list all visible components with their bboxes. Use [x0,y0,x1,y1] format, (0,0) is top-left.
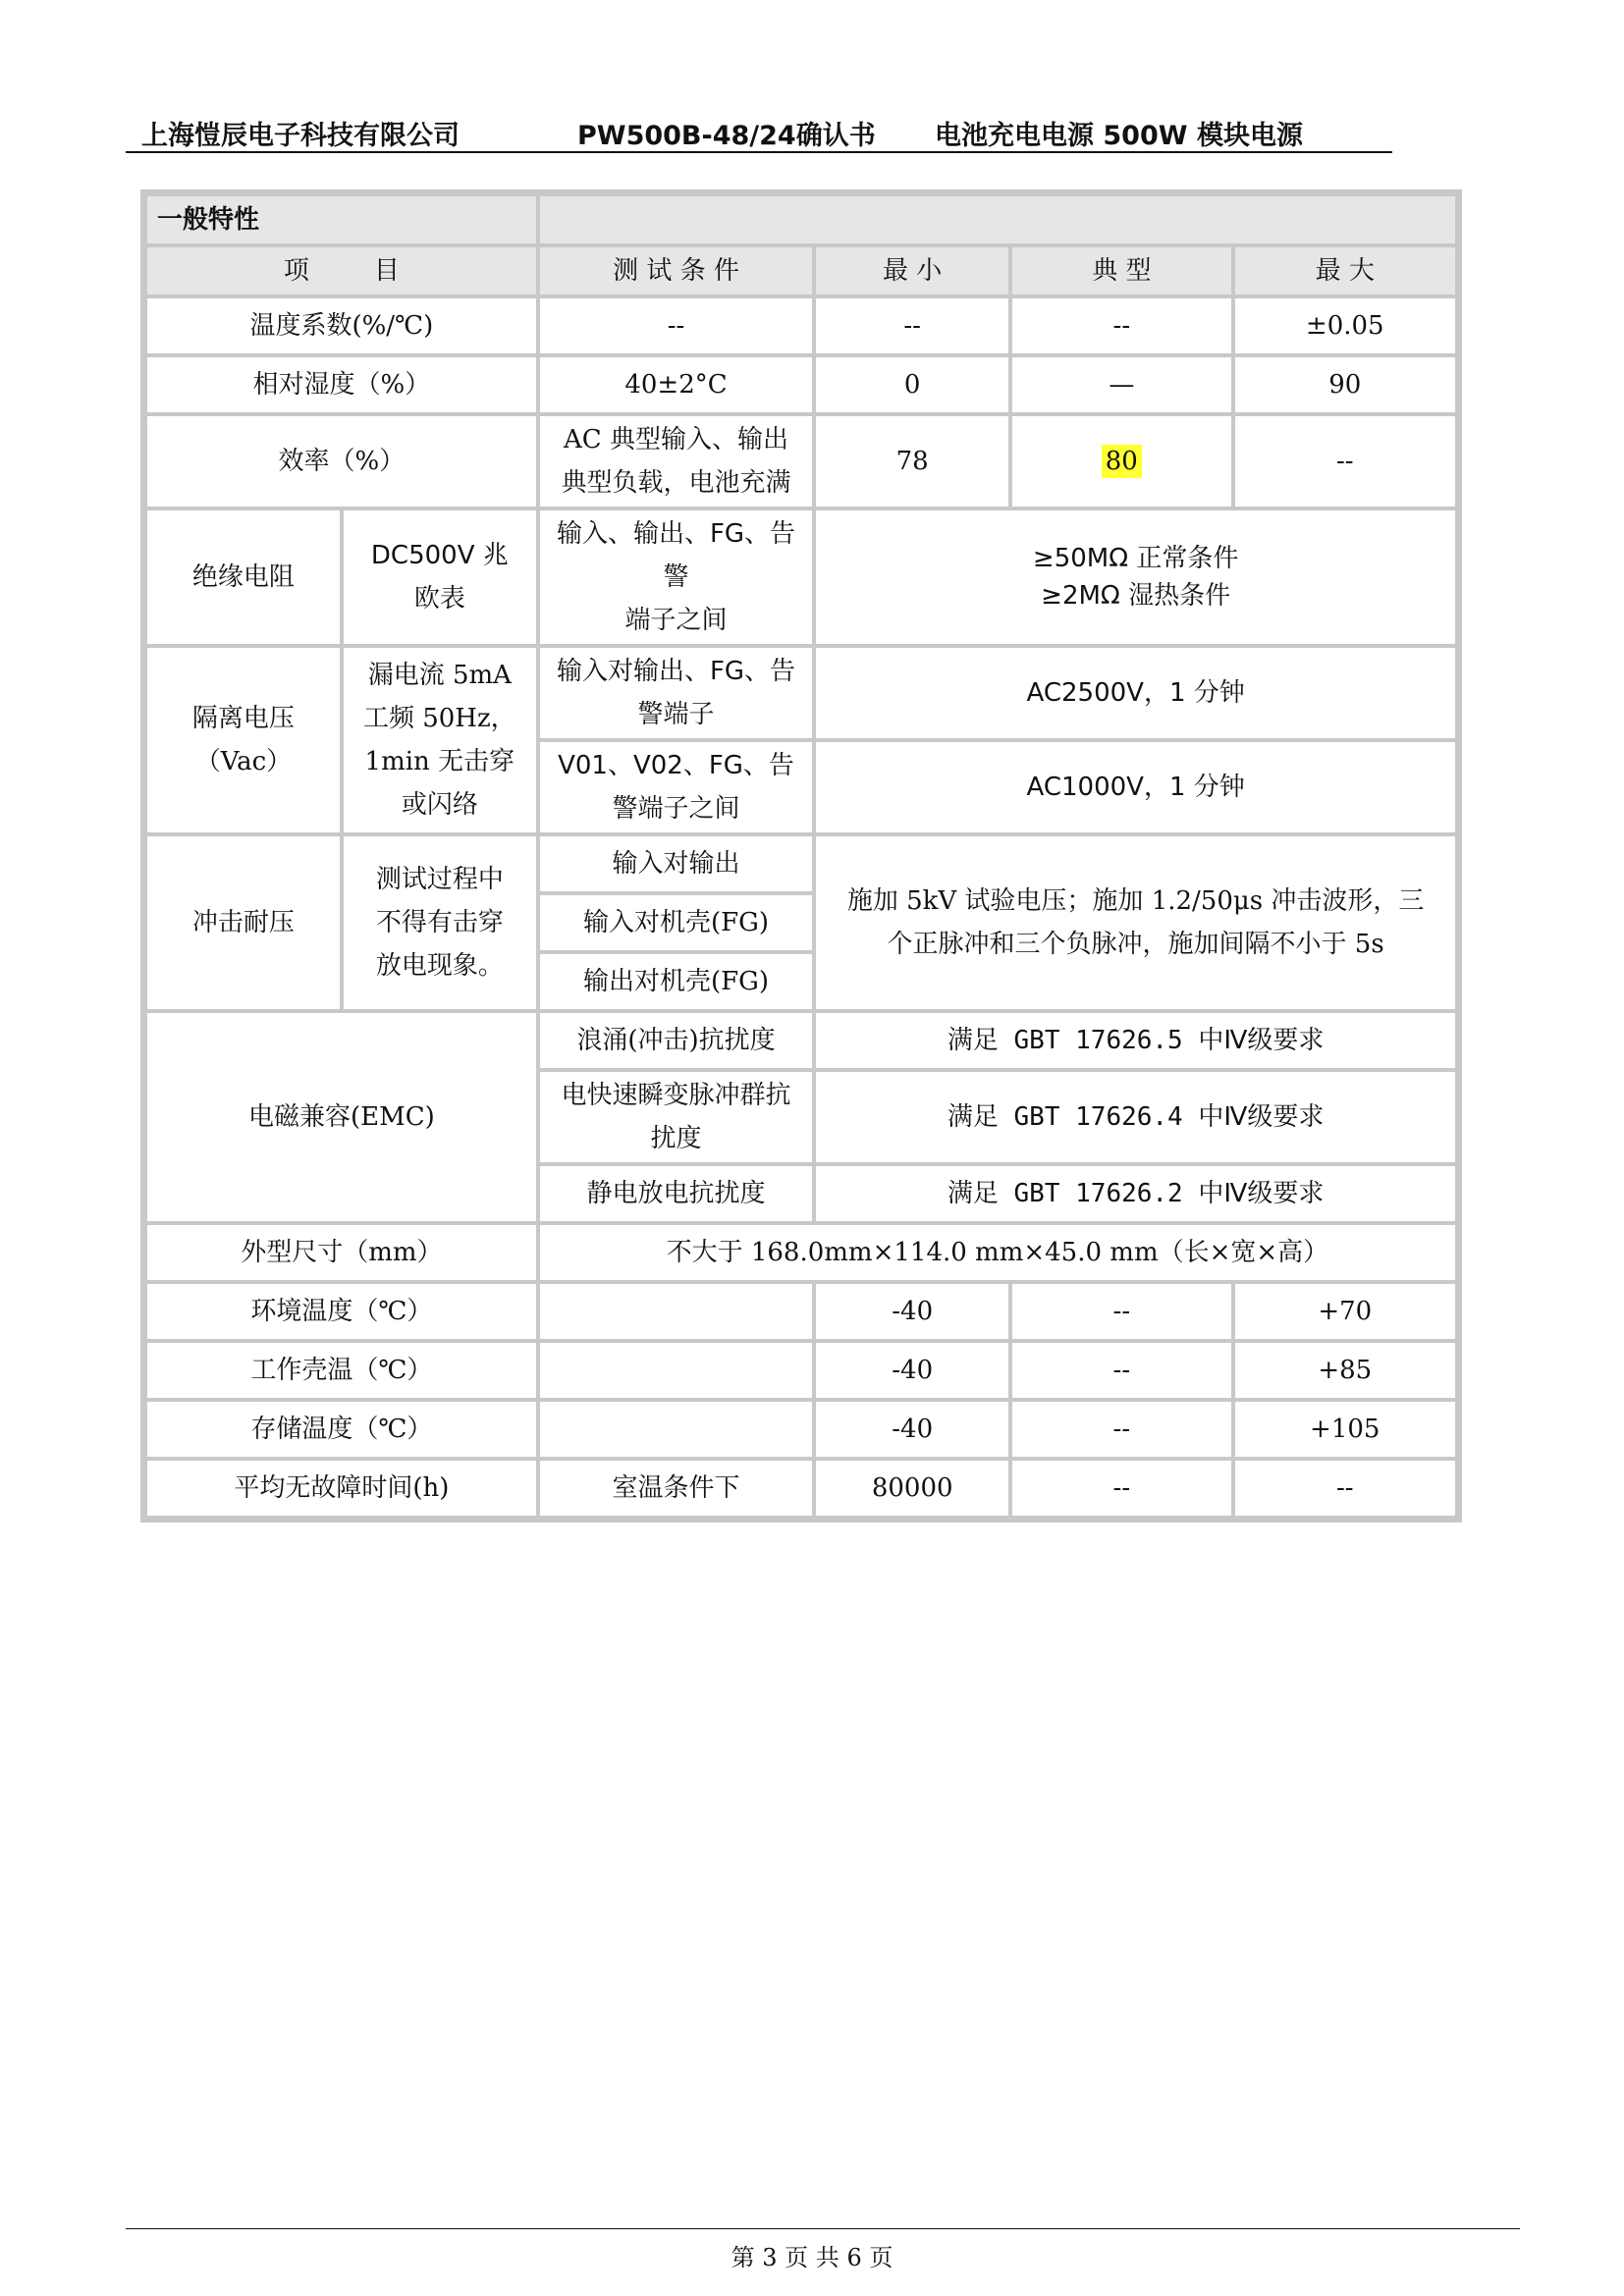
ambient-temp-min: -40 [816,1284,1008,1339]
insulation-method-line2: 欧表 [413,584,465,614]
surge-condition-3: 输出对机壳(FG) [540,954,812,1009]
surge-method-line3: 放电现象。 [375,951,504,981]
case-temp-condition [540,1343,812,1398]
isolation-method [344,648,536,832]
efficiency-typ-cell [1012,416,1230,507]
isolation-method-line3: 1min 无击穿 [364,747,515,776]
case-temp-typ: -- [1012,1343,1230,1398]
section-title-blank [540,196,1455,243]
efficiency-typ-highlight: 80 [1102,445,1142,478]
isolation-row2-condition-line1: V01、V02、FG、告 [558,751,794,780]
humidity-typ: — [1012,357,1230,412]
table-row [147,648,1455,738]
col-header-typ: 典 型 [1012,247,1230,294]
emc-item: 电磁兼容(EMC) [147,1013,536,1221]
insulation-result-line2: ≥2MΩ 湿热条件 [1041,581,1231,611]
table-row [147,1461,1455,1516]
surge-item: 冲击耐压 [147,836,340,1009]
table-row [147,1402,1455,1457]
isolation-row1-condition-line2: 警端子 [637,700,715,729]
emc-surge-result: 满足 GBT 17626.5 中Ⅳ级要求 [816,1013,1455,1068]
temp-coef-typ: -- [1012,298,1230,353]
emc-eft-result: 满足 GBT 17626.4 中Ⅳ级要求 [816,1072,1455,1162]
table-row [147,298,1455,353]
insulation-item: 绝缘电阻 [147,510,340,644]
isolation-item [147,648,340,832]
dimensions-value: 不大于 168.0mm×114.0 mm×45.0 mm（长×宽×高） [540,1225,1455,1280]
insulation-condition-line2: 端子之间 [624,606,728,635]
table-row [147,1013,1455,1068]
surge-result-line2: 个正脉冲和三个负脉冲，施加间隔不小于 5s [887,930,1384,959]
table-row [147,1343,1455,1398]
isolation-row2-condition-line2: 警端子之间 [612,794,740,824]
efficiency-min: 78 [816,416,1008,507]
isolation-method-line1: 漏电流 5mA [367,661,512,690]
page-header [126,110,1392,153]
surge-method-line1: 测试过程中 [375,865,504,894]
isolation-row2-condition [540,742,812,832]
surge-result-line1: 施加 5kV 试验电压；施加 1.2/50μs 冲击波形，三 [846,886,1425,916]
temp-coef-max: ±0.05 [1235,298,1455,353]
humidity-condition: 40±2°C [540,357,812,412]
efficiency-item: 效率（%） [147,416,536,507]
humidity-max: 90 [1235,357,1455,412]
temp-coef-condition: -- [540,298,812,353]
isolation-row1-condition-line1: 输入对输出、FG、告 [556,657,796,686]
isolation-method-line4: 或闪络 [401,790,478,820]
surge-condition-1: 输入对输出 [540,836,812,891]
insulation-condition [540,510,812,644]
insulation-result-line1: ≥50MΩ 正常条件 [1032,544,1239,573]
case-temp-min: -40 [816,1343,1008,1398]
col-header-min: 最 小 [816,247,1008,294]
insulation-method [344,510,536,644]
ambient-temp-max: +70 [1235,1284,1455,1339]
isolation-item-line1: 隔离电压 [191,704,295,733]
storage-temp-typ: -- [1012,1402,1230,1457]
isolation-row1-result: AC2500V，1 分钟 [816,648,1455,738]
mtbf-condition: 室温条件下 [540,1461,812,1516]
mtbf-typ: -- [1012,1461,1230,1516]
efficiency-condition-line2: 典型负载，电池充满 [561,468,791,498]
table-row [147,1284,1455,1339]
isolation-method-line2: 工频 50Hz， [362,704,516,733]
insulation-method-line1: DC500V 兆 [370,541,509,570]
emc-esd-name: 静电放电抗扰度 [540,1166,812,1221]
isolation-row1-condition [540,648,812,738]
efficiency-max: -- [1235,416,1455,507]
case-temp-item: 工作壳温（℃） [147,1343,536,1398]
case-temp-max: +85 [1235,1343,1455,1398]
isolation-item-line2: （Vac） [194,747,293,776]
storage-temp-min: -40 [816,1402,1008,1457]
col-header-max: 最 大 [1235,247,1455,294]
dimensions-item: 外型尺寸（mm） [147,1225,536,1280]
humidity-min: 0 [816,357,1008,412]
ambient-temp-condition [540,1284,812,1339]
col-header-item: 项 目 [147,247,536,294]
table-row [147,357,1455,412]
insulation-condition-line1: 输入、输出、FG、告警 [556,519,796,592]
ambient-temp-item: 环境温度（℃） [147,1284,536,1339]
section-title: 一般特性 [147,196,536,243]
table-row [147,510,1455,644]
mtbf-item: 平均无故障时间(h) [147,1461,536,1516]
temp-coef-min: -- [816,298,1008,353]
table-row [147,1225,1455,1280]
humidity-item: 相对湿度（%） [147,357,536,412]
insulation-result [816,510,1455,644]
company-name: 上海愷辰电子科技有限公司 [141,121,460,151]
storage-temp-max: +105 [1235,1402,1455,1457]
footer-divider [126,2228,1520,2229]
storage-temp-condition [540,1402,812,1457]
emc-esd-result: 满足 GBT 17626.2 中Ⅳ级要求 [816,1166,1455,1221]
surge-condition-2: 输入对机壳(FG) [540,895,812,950]
emc-eft-name-line2: 扰度 [650,1124,702,1153]
surge-result [816,836,1455,1009]
efficiency-condition-line1: AC 典型输入、输出 [564,425,788,454]
document-model: PW500B-48/24确认书 [577,121,876,151]
surge-method [344,836,536,1009]
product-description: 电池充电电源 500W 模块电源 [935,121,1303,151]
temp-coef-item: 温度系数(%/℃) [147,298,536,353]
page-number: 第 3 页 共 6 页 [731,2244,893,2271]
surge-method-line2: 不得有击穿 [375,908,504,937]
isolation-row2-result: AC1000V，1 分钟 [816,742,1455,832]
mtbf-max: -- [1235,1461,1455,1516]
emc-eft-name [540,1072,812,1162]
mtbf-min: 80000 [816,1461,1008,1516]
storage-temp-item: 存储温度（℃） [147,1402,536,1457]
col-header-condition: 测 试 条 件 [540,247,812,294]
spec-table-container [140,189,1462,1522]
general-characteristics-table [143,192,1459,1520]
emc-eft-name-line1: 电快速瞬变脉冲群抗 [561,1081,791,1110]
efficiency-condition [540,416,812,507]
ambient-temp-typ: -- [1012,1284,1230,1339]
table-row [147,836,1455,891]
emc-surge-name: 浪涌(冲击)抗扰度 [540,1013,812,1068]
table-row [147,416,1455,507]
